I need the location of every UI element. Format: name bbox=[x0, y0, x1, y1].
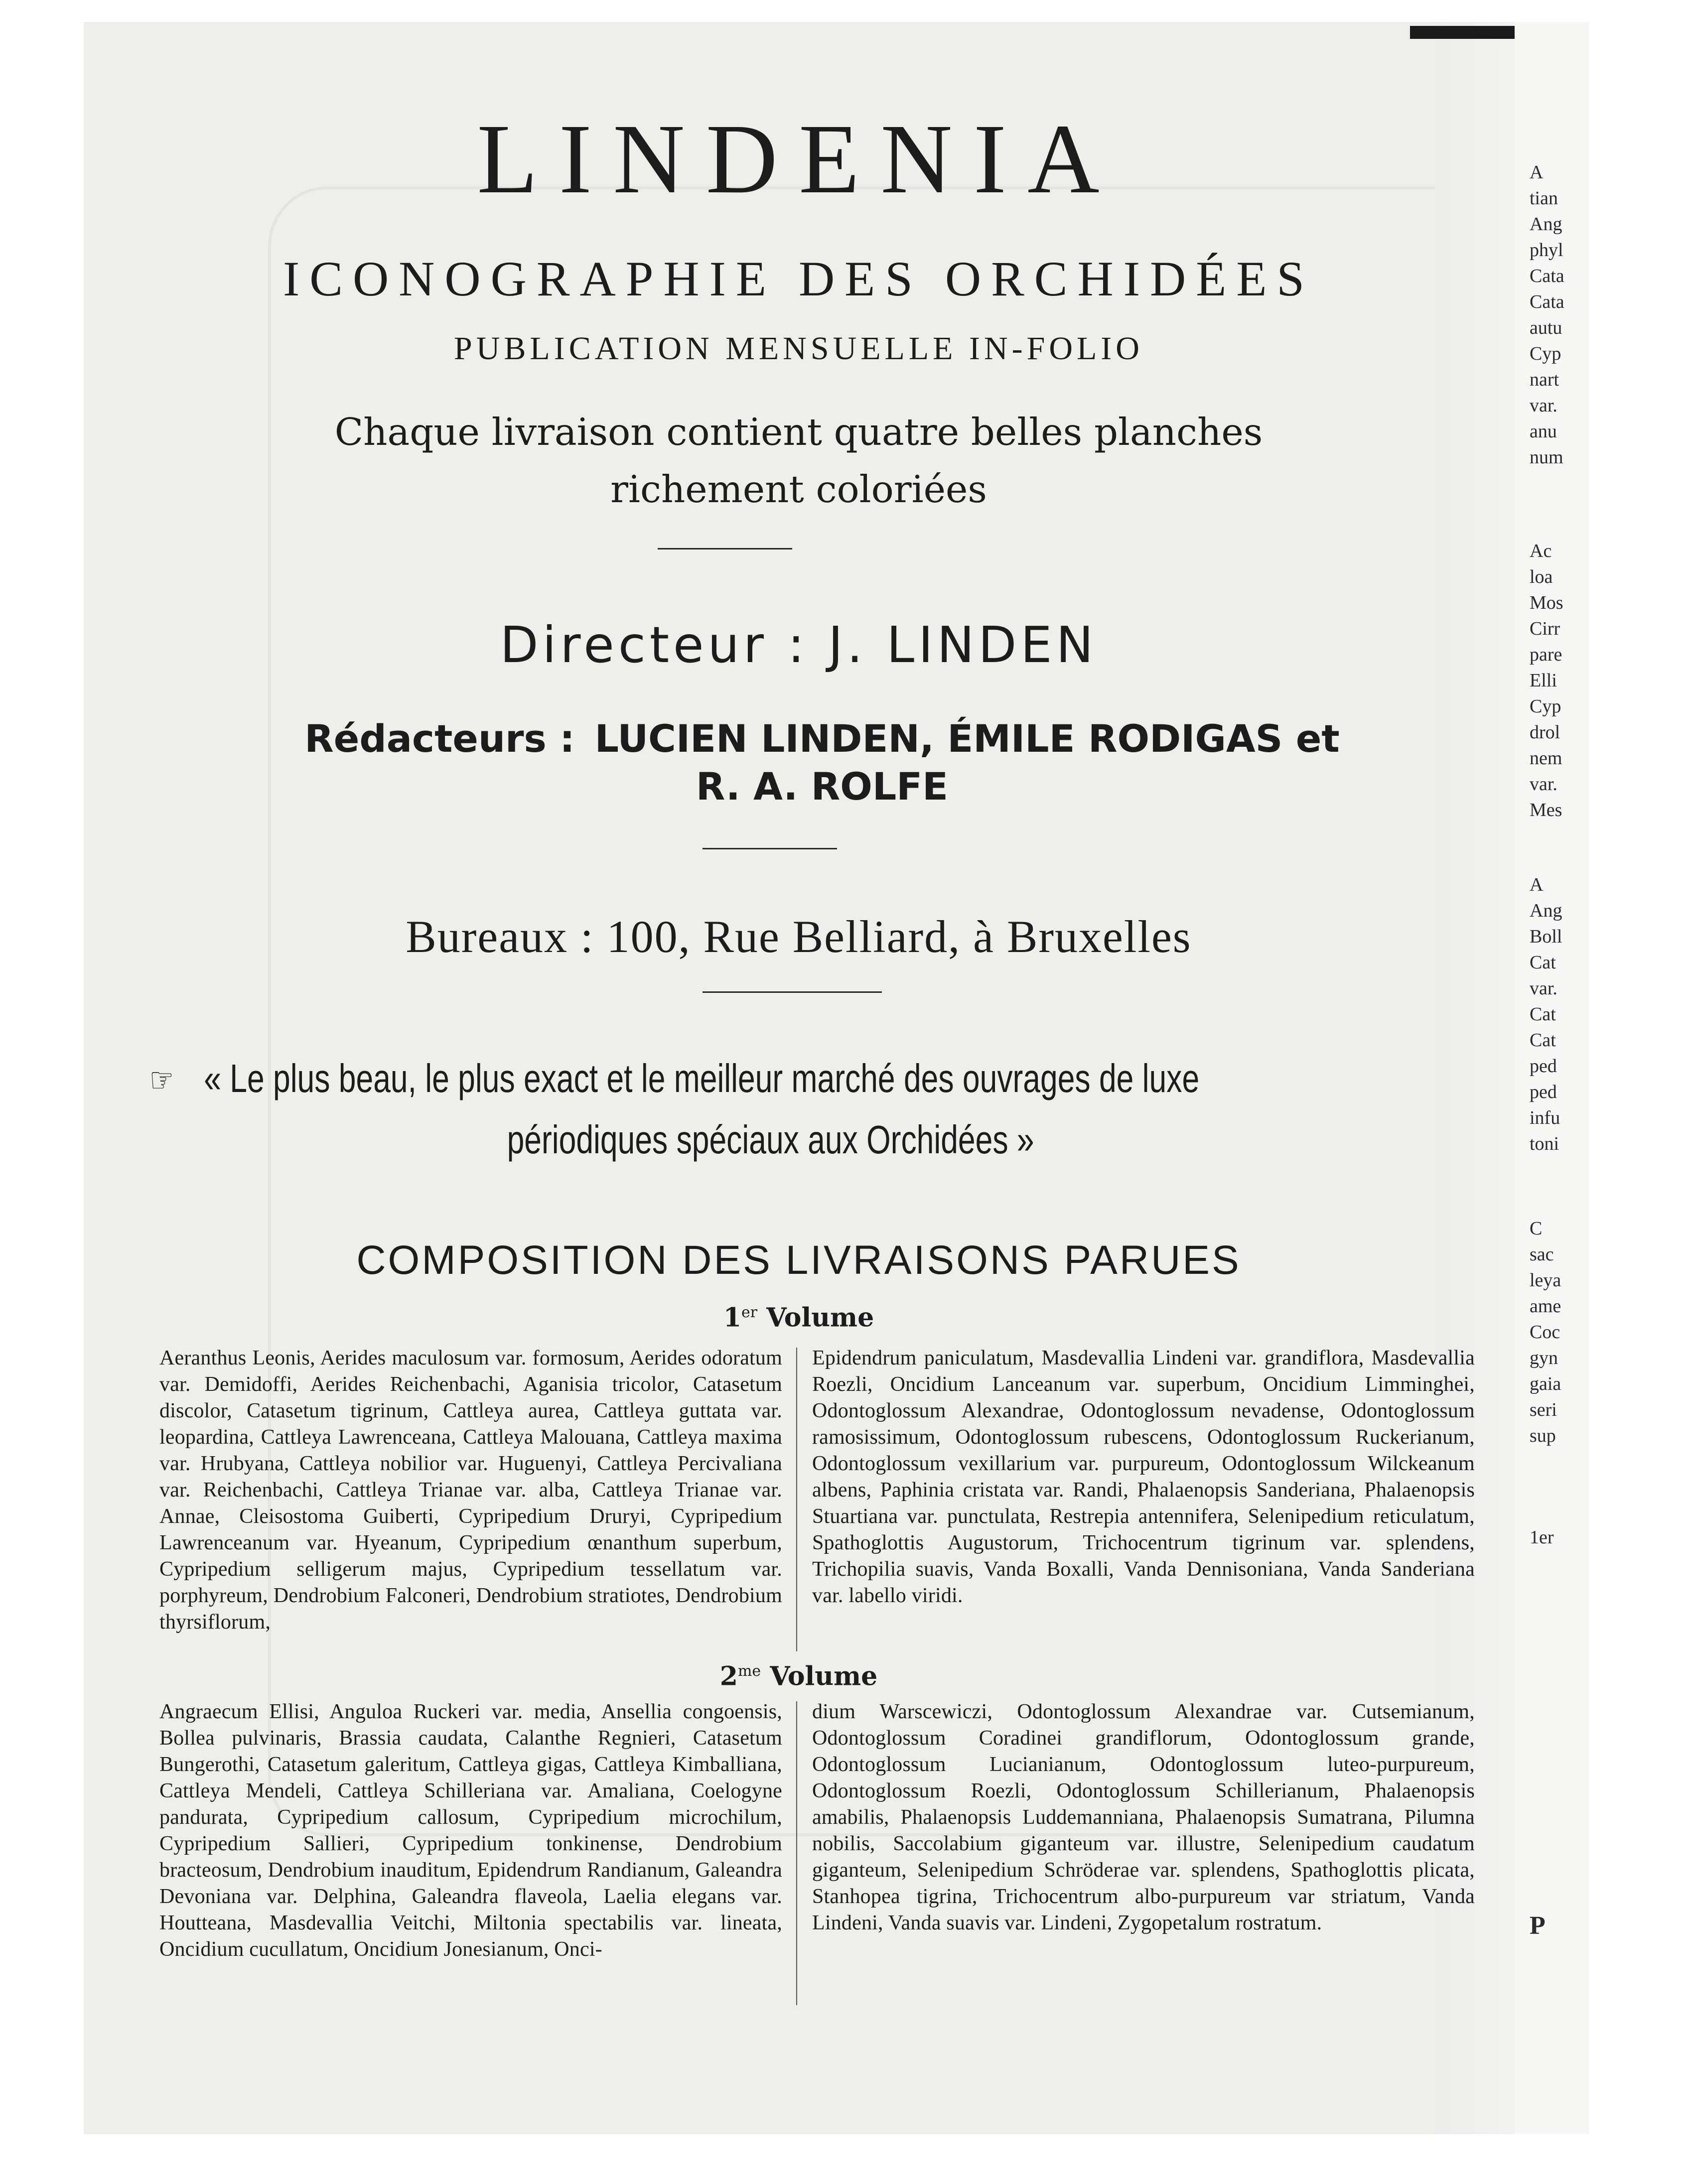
adjacent-page-fragment: toni bbox=[1530, 1133, 1559, 1154]
adjacent-page-fragment: Coc bbox=[1530, 1322, 1560, 1343]
quote bbox=[149, 1049, 1502, 1170]
address-line: Bureaux : 100, Rue Belliard, à Bruxelles bbox=[406, 911, 1192, 962]
adjacent-page-fragment: Elli bbox=[1530, 670, 1557, 691]
adjacent-page-fragment: nart bbox=[1530, 369, 1559, 390]
adjacent-page-fragment: Cat bbox=[1530, 1030, 1556, 1051]
volume-1-list-right: Epidendrum paniculatum, Masdevallia Lindeni var. grandiflora, Masdevallia Roezli, Oncidium Lanceanum var. superbum, Oncidium Limminghei, Odontoglossum Alexandrae, Odontoglossum nevadense, Odontoglossum ramosissimum, Odontoglossum rubescens, Odontoglossum Ruckerianum, Odontoglossum vexillarium var. purpureum, Odontoglossum Wilckeanum albens, Paphinia cristata var. Randi, Phalaenopsis Sanderiana, Phalaenopsis Stuartiana var. punctulata, Restrepia antennifera, Selenipedium reticulatum, Spathoglottis Augustorum, Trichocentrum tigrinum var. splendens, Trichopilia suavis, Vanda Boxalli, Vanda Dennisoniana, Vanda Sanderiana var. labello viridi. bbox=[812, 1347, 1475, 1607]
editors-line-1: LUCIEN LINDEN, ÉMILE RODIGAS et bbox=[594, 716, 1340, 761]
adjacent-page-fragment: drol bbox=[1530, 722, 1560, 743]
adjacent-page-fragment: Cat bbox=[1530, 1004, 1556, 1025]
adjacent-page-fragment: C bbox=[1530, 1218, 1543, 1239]
adjacent-page-fragment: loa bbox=[1530, 566, 1553, 587]
composition-title: COMPOSITION DES LIVRAISONS PARUES bbox=[356, 1237, 1241, 1283]
adjacent-page-fragment: Mes bbox=[1530, 800, 1562, 820]
description bbox=[84, 404, 1514, 518]
volume-1-heading bbox=[84, 1295, 1514, 1335]
adjacent-page-fragment: A bbox=[1530, 162, 1544, 183]
adjacent-page-fragment: var. bbox=[1530, 978, 1557, 999]
adjacent-page-fragment: pare bbox=[1530, 644, 1562, 665]
volume-1-word: Volume bbox=[766, 1302, 874, 1333]
editors bbox=[169, 715, 1475, 811]
volume-2-heading bbox=[84, 1654, 1514, 1694]
adjacent-page-fragment: phyl bbox=[1530, 240, 1563, 261]
divider-rule bbox=[703, 848, 837, 849]
adjacent-page-fragment: 1er bbox=[1530, 1527, 1554, 1548]
adjacent-page-fragment: infu bbox=[1530, 1107, 1560, 1128]
adjacent-page-fragment: nem bbox=[1530, 748, 1562, 769]
adjacent-page-fragment: Cat bbox=[1530, 952, 1556, 973]
divider-rule bbox=[703, 991, 882, 993]
adjacent-page-fragment: Boll bbox=[1530, 926, 1562, 947]
volume-2-list-left: Angraecum Ellisi, Anguloa Ruckeri var. media, Ansellia congoensis, Bollea pulvinaris, Brassia caudata, Calanthe Regnieri, Catasetum Bungerothi, Catasetum galeritum, Cattleya gigas, Cattleya Kimballiana, Cattleya Mendeli, Cattleya Schilleriana var. Amaliana, Coelogyne pandurata, Cypripedium callosum, Cypripedium microchilum, Cypripedium Sallieri, Cypripedium tonkinense, Dendrobium bracteosum, Dendrobium inauditum, Epidendrum Randianum, Galeandra Devoniana var. Delphina, Galeandra flaveola, Laelia elegans var. Houtteana, Masdevallia Veitchi, Miltonia spectabilis var. lineata, Oncidium cucullatum, Oncidium Jonesianum, Onci- bbox=[159, 1700, 782, 1961]
publication-type: PUBLICATION MENSUELLE IN-FOLIO bbox=[454, 330, 1143, 367]
adjacent-page-fragment: Ac bbox=[1530, 541, 1552, 561]
adjacent-page-fragment: autu bbox=[1530, 317, 1562, 338]
adjacent-page-fragment: gaia bbox=[1530, 1373, 1561, 1394]
adjacent-page-fragment: A bbox=[1530, 874, 1544, 895]
adjacent-page-fragment: anu bbox=[1530, 421, 1557, 442]
journal-title: LINDENIA bbox=[477, 104, 1121, 214]
adjacent-page-fragment: gyn bbox=[1530, 1348, 1558, 1368]
adjacent-page-edge bbox=[1515, 22, 1589, 2134]
adjacent-page-fragment: Cyp bbox=[1530, 696, 1561, 717]
volume-2-number: 2 bbox=[719, 1661, 738, 1692]
quote-line-1: « Le plus beau, le plus exact et le meilleur marché des ouvrages de luxe bbox=[204, 1056, 1200, 1100]
adjacent-page-fragment: Ang bbox=[1530, 214, 1562, 235]
journal-subtitle: ICONOGRAPHIE DES ORCHIDÉES bbox=[282, 251, 1315, 306]
adjacent-page-fragment: ped bbox=[1530, 1056, 1557, 1077]
column-divider bbox=[796, 1348, 797, 1651]
volume-1-list-left: Aeranthus Leonis, Aerides maculosum var. formosum, Aerides odoratum var. Demidoffi, Aerides Reichenbachi, Aganisia tricolor, Catasetum discolor, Catasetum tigrinum, Cattleya aurea, Cattleya guttata var. leopardina, Cattleya Lawrenceana, Cattleya Malouana, Cattleya maxima var. Hrubyana, Cattleya nobilior var. Huguenyi, Cattleya Percivaliana var. Reichenbachi, Cattleya Trianae var. alba, Cattleya Trianae var. Annae, Cleisostoma Guiberti, Cypripedium Druryi, Cypripedium Lawrenceanum var. Hyeanum, Cypripedium œnanthum superbum, Cypripedium selligerum majus, Cypripedium tessellatum var. porphyreum, Dendrobium Falconeri, Dendrobium stratiotes, Dendrobium thyrsiflorum, bbox=[159, 1347, 782, 1634]
adjacent-page-fragment: var. bbox=[1530, 395, 1557, 416]
adjacent-page-fragment: tian bbox=[1530, 188, 1558, 209]
adjacent-page-fragment: ame bbox=[1530, 1296, 1561, 1317]
director-line: Directeur : J. LINDEN bbox=[500, 616, 1098, 674]
adjacent-page-fragment: Mos bbox=[1530, 592, 1563, 613]
description-line-2: richement coloriées bbox=[610, 467, 987, 511]
quote-line-2: périodiques spéciaux aux Orchidées » bbox=[507, 1117, 1034, 1162]
volume-1-number: 1 bbox=[723, 1302, 742, 1333]
pointing-hand-icon: ☞ bbox=[149, 1061, 174, 1099]
adjacent-page-fragment: ped bbox=[1530, 1082, 1557, 1102]
volume-2-list-right: dium Warscewiczi, Odontoglossum Alexandrae var. Cutsemianum, Odontoglossum Coradinei grandiflorum, Odontoglossum grande, Odontoglossum Lucianianum, Odontoglossum luteo-purpureum, Odontoglossum Roezli, Odontoglossum Schillerianum, Phalaenopsis amabilis, Phalaenopsis Luddemanniana, Phalaenopsis Sumatrana, Pilumna nobilis, Saccolabium giganteum var. illustre, Selenipedium caudatum giganteum, Selenipedium Schröderae var. splendens, Spathoglottis plicata, Stanhopea tigrina, Trichocentrum albo-purpureum var striatum, Vanda Lindeni, Vanda suavis var. Lindeni, Zygopetalum rostratum. bbox=[812, 1700, 1475, 1934]
adjacent-page-fragment: seri bbox=[1530, 1399, 1557, 1420]
column-divider bbox=[796, 1701, 797, 2005]
adjacent-page-fragment: var. bbox=[1530, 774, 1557, 795]
adjacent-page-fragment: leya bbox=[1530, 1270, 1561, 1291]
adjacent-page-fragment: Cata bbox=[1530, 291, 1564, 312]
adjacent-page-fragment: Cata bbox=[1530, 266, 1564, 286]
editors-label: Rédacteurs : bbox=[304, 716, 575, 761]
adjacent-page-fragment: Ang bbox=[1530, 900, 1562, 921]
description-line-1: Chaque livraison contient quatre belles planches bbox=[334, 410, 1263, 454]
adjacent-page-fragment: Cirr bbox=[1530, 618, 1560, 639]
volume-2-suffix: me bbox=[737, 1662, 761, 1680]
adjacent-page-fragment: sup bbox=[1530, 1425, 1556, 1446]
adjacent-page-fragment: num bbox=[1530, 447, 1563, 468]
adjacent-page-fragment: Cyp bbox=[1530, 343, 1561, 364]
editors-line-2: R. A. ROLFE bbox=[696, 764, 949, 809]
volume-1-suffix: er bbox=[741, 1304, 758, 1321]
volume-2-word: Volume bbox=[770, 1661, 878, 1692]
divider-rule bbox=[658, 548, 792, 549]
adjacent-page-fragment: P bbox=[1530, 1911, 1546, 1940]
adjacent-page-fragment: sac bbox=[1530, 1244, 1554, 1265]
